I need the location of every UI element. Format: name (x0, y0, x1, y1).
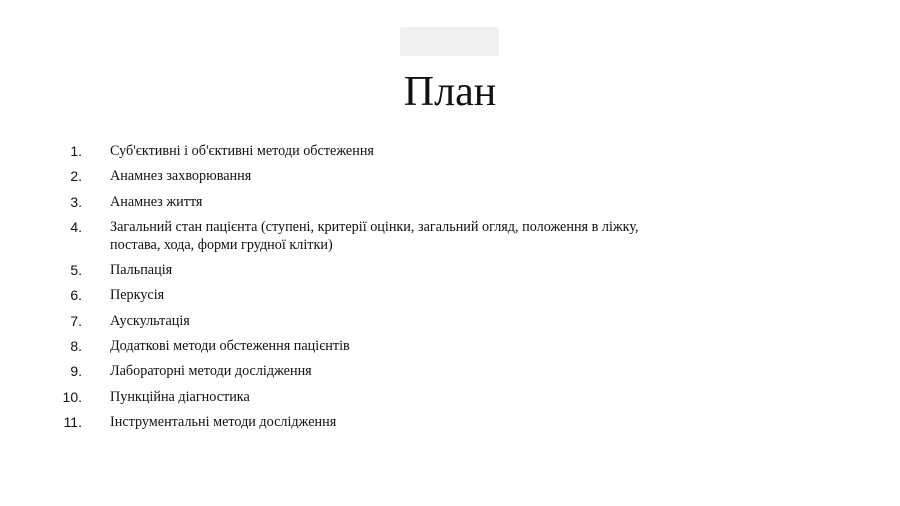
item-text: Суб'єктивні і об'єктивні методи обстеження (110, 143, 374, 159)
item-text: Пальпація (110, 262, 173, 279)
list-item (0, 218, 900, 254)
list-item (0, 312, 900, 330)
list-item (0, 167, 900, 185)
plan-list (0, 142, 900, 438)
item-number: 4. (70, 218, 82, 235)
list-item (0, 388, 900, 406)
item-text: Перкусія (110, 287, 165, 304)
item-number: 1. (70, 143, 82, 159)
item-number: 11. (63, 413, 82, 430)
list-item (0, 193, 900, 211)
item-text: Інструментальні методи дослідження (110, 413, 337, 430)
item-number: 2. (70, 168, 82, 185)
item-number: 5. (70, 262, 82, 279)
list-item (0, 261, 900, 279)
item-text: Аускультація (110, 312, 190, 329)
item-text: Пункційна діагностика (110, 388, 250, 405)
list-item (0, 337, 900, 355)
item-text: Лабораторні методи дослідження (110, 363, 312, 380)
item-number: 7. (70, 312, 82, 329)
item-number: 10. (62, 388, 82, 405)
item-text: Анамнез захворювання (110, 168, 252, 185)
list-item (0, 142, 900, 160)
item-number: 8. (70, 338, 82, 355)
list-item (0, 413, 900, 431)
item-number: 6. (70, 287, 82, 304)
item-text: Загальний стан пацієнта (ступені, критерії оцінки, загальний огляд, положення в ліжку, постава, хода, форми грудної клітки) (110, 218, 639, 253)
list-item (0, 362, 900, 380)
item-text: Анамнез життя (110, 193, 203, 210)
item-number: 9. (70, 363, 82, 380)
item-text: Додаткові методи обстеження пацієнтів (110, 338, 350, 355)
item-number: 3. (70, 193, 82, 210)
list-item (0, 286, 900, 304)
page-title: План (403, 69, 497, 115)
redaction-box (400, 27, 499, 56)
